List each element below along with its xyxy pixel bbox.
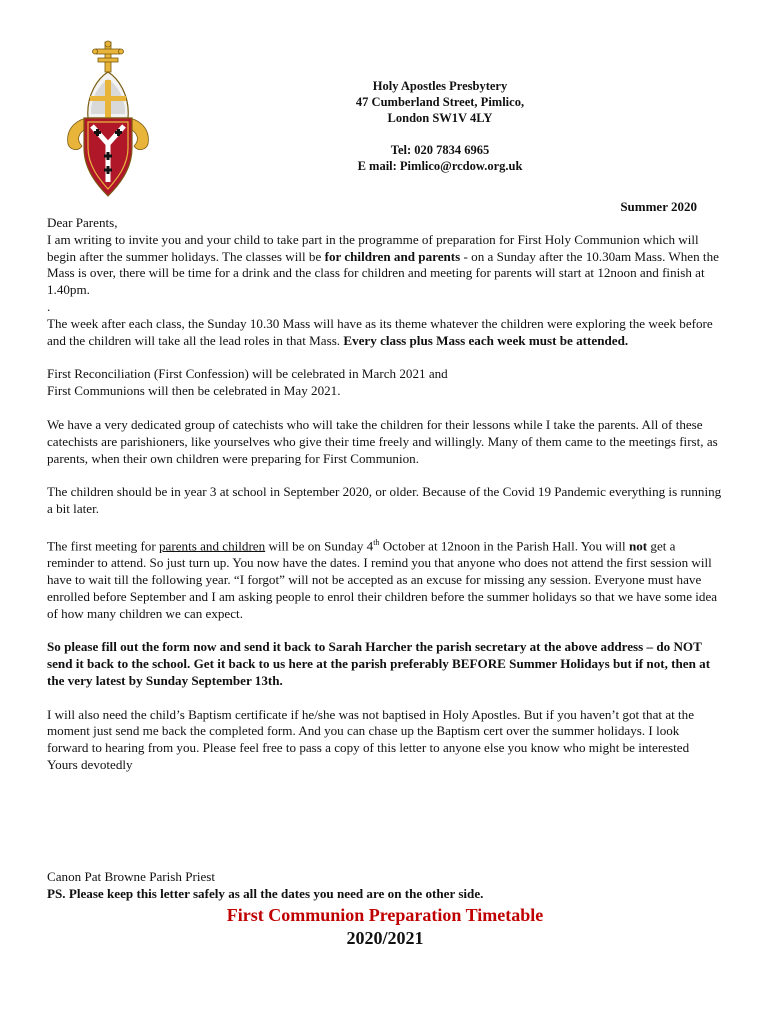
- paragraph-baptism: I will also need the child’s Baptism certificate if he/she was not baptised in Holy Apostles. But if you haven’t got that at the moment just send me back the completed form. And you can chase up the Baptism cert over the summer holidays. I look forward to hearing from you. Please feel free to pass a copy of this letter to anyone else you know who might be interested: [47, 706, 695, 756]
- closing: [47, 869, 723, 903]
- timetable-title: First Communion Preparation Timetable: [226, 905, 544, 925]
- telephone: Tel: 020 7834 6965: [390, 143, 490, 157]
- stray-dot: .: [47, 298, 51, 314]
- paragraph-first-meeting: The first meeting for parents and children will be on Sunday 4th October at 12noon in the Parish Hall. You will not get a reminder to attend. So just turn up. You now have the dates. I remind you that anyone who does not attend the first session will have to wait till the following year. “I forgot” will not be accepted as an excuse for missing any session. Everyone must have enrolled before September and I am asking people to enrol their children before the summer holidays so that we have some idea of how many children we can expect.: [47, 537, 718, 621]
- salutation: Dear Parents,: [47, 215, 118, 230]
- letter-body: [47, 215, 723, 774]
- communion-line: First Communions will then be celebrated in May 2021.: [47, 383, 341, 399]
- diocesan-crest-logo: [58, 40, 158, 200]
- letter-date: Summer 2020: [620, 199, 697, 214]
- signature: Canon Pat Browne Parish Priest: [47, 869, 216, 884]
- signoff: Yours devotedly: [47, 757, 133, 773]
- postscript: PS. Please keep this letter safely as all the dates you need are on the other side.: [47, 885, 484, 901]
- letterhead: [280, 78, 600, 174]
- paragraph-form-return: So please fill out the form now and send it back to Sarah Harcher the parish secretary at the above address – do NOT send it back to the school. Get it back to us here at the parish preferably BEFORE Summer Holidays but if not, then at the very latest by Sunday September 13th.: [47, 639, 711, 688]
- email: E mail: Pimlico@rcdow.org.uk: [357, 159, 523, 173]
- presbytery-name: Holy Apostles Presbytery: [372, 79, 508, 93]
- reconciliation-line: First Reconciliation (First Confession) will be celebrated in March 2021 and: [47, 366, 448, 382]
- timetable-year: 2020/2021: [346, 928, 424, 948]
- paragraph-invitation: I am writing to invite you and your child to take part in the programme of preparation for First Holy Communion which will begin after the summer holidays. The classes will be for children and parents - on a Sunday after the 10.30am Mass. When the Mass is over, there will be time for a drink and the class for children and meeting for parents will start at 12noon and finish at 1.40pm.: [47, 231, 719, 298]
- paragraph-catechists: We have a very dedicated group of catechists who will take the children for their lessons while I take the parents. All of these catechists are parishioners, like yourselves who give their time freely and willingly. Many of them came to the meetings first, as parents, when their own children were preparing for First Communion.: [47, 416, 718, 466]
- paragraph-age: The children should be in year 3 at school in September 2020, or older. Because of the Covid 19 Pandemic everything is running a bit later.: [47, 484, 722, 517]
- paragraph-mass: The week after each class, the Sunday 10.30 Mass will have as its theme whatever the children were exploring the week before and the children will take all the lead roles in that Mass. Every class plus Mass each week must be attended.: [47, 315, 713, 348]
- address-city: London SW1V 4LY: [387, 111, 493, 125]
- address-street: 47 Cumberland Street, Pimlico,: [355, 95, 525, 109]
